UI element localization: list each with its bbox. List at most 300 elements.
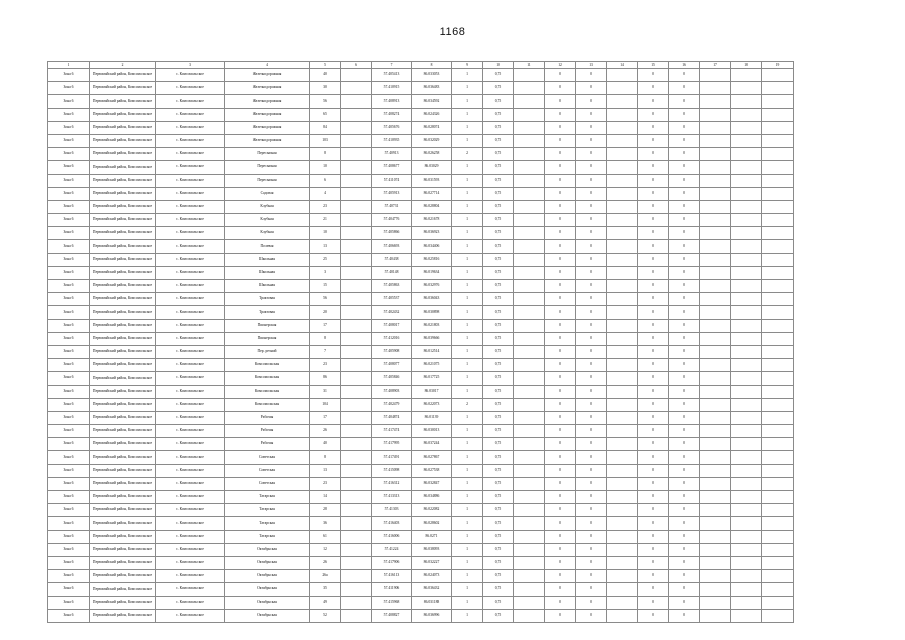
table-row: [48, 398, 794, 411]
table-cell: 0,75: [483, 187, 514, 200]
table-cell: Зона 6: [48, 134, 90, 147]
table-cell: [731, 82, 762, 95]
table-cell: [762, 200, 794, 213]
table-cell: 0: [576, 583, 607, 596]
table-cell: 0: [638, 187, 669, 200]
table-cell: [514, 306, 545, 319]
table-cell: [607, 240, 638, 253]
table-cell: 0: [638, 543, 669, 556]
table-cell: 0: [545, 359, 576, 372]
table-cell: 1: [452, 570, 483, 583]
column-number-row: [48, 62, 794, 69]
table-cell: с. Комсомольское: [156, 583, 225, 596]
table-cell: 57.412016: [372, 332, 412, 345]
column-number-11: 11: [514, 62, 545, 69]
table-cell: 0: [669, 214, 700, 227]
table-cell: 0: [576, 95, 607, 108]
table-cell: 86.031188: [412, 596, 452, 609]
table-cell: Зона 6: [48, 200, 90, 213]
table-cell: Зона 6: [48, 570, 90, 583]
table-cell: [607, 398, 638, 411]
table-cell: [731, 148, 762, 161]
table-row: [48, 464, 794, 477]
table-cell: Первомайский район, Комсомольское: [90, 451, 156, 464]
table-cell: 0: [545, 530, 576, 543]
table-cell: [731, 398, 762, 411]
table-cell: [762, 69, 794, 82]
table-cell: Зона 6: [48, 609, 90, 622]
table-cell: 0: [545, 214, 576, 227]
table-cell: 57.416312: [372, 477, 412, 490]
table-cell: [731, 69, 762, 82]
table-cell: 0: [669, 174, 700, 187]
table-cell: 0: [545, 293, 576, 306]
table-cell: [731, 253, 762, 266]
table-cell: [762, 411, 794, 424]
table-cell: [731, 227, 762, 240]
column-number-7: 7: [372, 62, 412, 69]
table-cell: 86.03029: [412, 161, 452, 174]
table-cell: 57.405413: [372, 69, 412, 82]
table-cell: 0: [669, 266, 700, 279]
table-cell: [514, 398, 545, 411]
table-row: [48, 556, 794, 569]
table-cell: 0: [545, 332, 576, 345]
table-cell: Зона 6: [48, 69, 90, 82]
table-cell: 0: [545, 227, 576, 240]
table-cell: 6: [310, 174, 341, 187]
table-cell: с. Комсомольское: [156, 556, 225, 569]
table-cell: [607, 121, 638, 134]
table-cell: 0: [576, 543, 607, 556]
table-cell: [700, 517, 731, 530]
table-cell: 0: [545, 253, 576, 266]
table-cell: Первомайский район, Комсомольское: [90, 425, 156, 438]
table-cell: 86: [310, 372, 341, 385]
table-cell: 86.032029: [412, 134, 452, 147]
table-cell: 0: [576, 293, 607, 306]
table-cell: 0: [576, 385, 607, 398]
table-cell: 0: [545, 609, 576, 622]
table-cell: 57.405913: [372, 187, 412, 200]
table-cell: 17: [310, 319, 341, 332]
table-cell: [731, 609, 762, 622]
table-cell: 0: [669, 240, 700, 253]
table-cell: 30: [310, 82, 341, 95]
table-cell: 86.019634: [412, 266, 452, 279]
table-cell: [607, 319, 638, 332]
table-cell: [514, 517, 545, 530]
table-cell: 0: [638, 438, 669, 451]
table-cell: [607, 108, 638, 121]
table-cell: 8: [310, 148, 341, 161]
table-cell: Железнодорожная: [225, 108, 310, 121]
table-row: [48, 293, 794, 306]
table-cell: [731, 319, 762, 332]
table-cell: 57.40148: [372, 266, 412, 279]
table-cell: [762, 438, 794, 451]
table-cell: [341, 200, 372, 213]
table-cell: Октябрьская: [225, 609, 310, 622]
table-cell: 0: [669, 464, 700, 477]
table-cell: 86.036432: [412, 583, 452, 596]
table-cell: 104: [310, 398, 341, 411]
table-cell: 86.024073: [412, 570, 452, 583]
table-cell: Железнодорожная: [225, 82, 310, 95]
table-cell: [762, 319, 794, 332]
table-cell: с. Комсомольское: [156, 293, 225, 306]
table-cell: 0: [669, 82, 700, 95]
table-cell: 0: [638, 609, 669, 622]
table-cell: 0: [669, 556, 700, 569]
table-cell: 0,75: [483, 293, 514, 306]
column-number-16: 16: [669, 62, 700, 69]
table-cell: 0: [638, 161, 669, 174]
table-cell: [341, 121, 372, 134]
table-cell: 13: [310, 464, 341, 477]
table-cell: Рабочая: [225, 411, 310, 424]
table-cell: Клубная: [225, 200, 310, 213]
table-cell: [607, 596, 638, 609]
table-cell: 0,75: [483, 200, 514, 213]
table-cell: 0,75: [483, 345, 514, 358]
table-cell: [607, 411, 638, 424]
table-cell: 57.405846: [372, 372, 412, 385]
table-cell: с. Комсомольское: [156, 253, 225, 266]
table-cell: [514, 345, 545, 358]
table-cell: 0: [638, 227, 669, 240]
table-cell: [514, 134, 545, 147]
table-cell: Первомайский район, Комсомольское: [90, 293, 156, 306]
column-number-4: 4: [225, 62, 310, 69]
table-cell: 0: [669, 345, 700, 358]
table-cell: [762, 332, 794, 345]
table-cell: [762, 570, 794, 583]
table-cell: 0: [545, 491, 576, 504]
table-cell: [762, 556, 794, 569]
table-cell: [341, 556, 372, 569]
table-cell: 0,75: [483, 464, 514, 477]
table-cell: Зона 6: [48, 530, 90, 543]
table-cell: [762, 161, 794, 174]
table-cell: [514, 200, 545, 213]
table-cell: 0: [576, 148, 607, 161]
table-cell: 57.405676: [372, 121, 412, 134]
table-cell: Зона 6: [48, 332, 90, 345]
table-cell: 0,75: [483, 227, 514, 240]
table-cell: Зона 6: [48, 345, 90, 358]
table-cell: Пер. речной: [225, 345, 310, 358]
column-number-17: 17: [700, 62, 731, 69]
table-cell: [341, 148, 372, 161]
table-cell: с. Комсомольское: [156, 306, 225, 319]
table-cell: [731, 214, 762, 227]
table-cell: 57.417491: [372, 451, 412, 464]
table-cell: 0: [576, 491, 607, 504]
table-cell: 21: [310, 214, 341, 227]
table-cell: Пересыпная: [225, 161, 310, 174]
column-number-14: 14: [607, 62, 638, 69]
table-cell: 0: [638, 570, 669, 583]
table-cell: 1: [452, 491, 483, 504]
table-cell: [700, 200, 731, 213]
table-cell: 0: [545, 240, 576, 253]
table-cell: 86.022082: [412, 504, 452, 517]
table-cell: 86.027538: [412, 464, 452, 477]
table-cell: 0,75: [483, 95, 514, 108]
table-cell: 0,75: [483, 214, 514, 227]
table-cell: [731, 121, 762, 134]
table-cell: 57.405863: [372, 280, 412, 293]
table-cell: 25: [310, 253, 341, 266]
table-cell: 0: [669, 491, 700, 504]
table-cell: 57.417995: [372, 438, 412, 451]
table-cell: Первомайский район, Комсомольское: [90, 411, 156, 424]
table-cell: 0,75: [483, 609, 514, 622]
table-cell: 0,75: [483, 596, 514, 609]
table-cell: [700, 95, 731, 108]
table-cell: [514, 543, 545, 556]
table-cell: 86.034886: [412, 491, 452, 504]
table-cell: [607, 372, 638, 385]
table-cell: [514, 187, 545, 200]
table-cell: [341, 95, 372, 108]
table-cell: [341, 398, 372, 411]
table-cell: 0: [669, 530, 700, 543]
table-cell: 0: [545, 82, 576, 95]
table-cell: 0: [545, 69, 576, 82]
table-cell: 0: [638, 82, 669, 95]
table-cell: [700, 332, 731, 345]
table-cell: [731, 425, 762, 438]
table-cell: [607, 280, 638, 293]
table-cell: 1: [452, 95, 483, 108]
table-cell: с. Комсомольское: [156, 332, 225, 345]
table-cell: 0: [638, 240, 669, 253]
table-row: [48, 306, 794, 319]
table-cell: [341, 504, 372, 517]
table-cell: [341, 134, 372, 147]
table-cell: Зона 6: [48, 214, 90, 227]
table-cell: 0: [576, 214, 607, 227]
table-cell: [341, 596, 372, 609]
table-cell: [514, 174, 545, 187]
table-cell: 0: [669, 425, 700, 438]
table-cell: 57.410915: [372, 82, 412, 95]
table-cell: с. Комсомольское: [156, 543, 225, 556]
table-cell: 0: [545, 385, 576, 398]
table-cell: 3: [310, 266, 341, 279]
table-cell: 0: [669, 451, 700, 464]
table-cell: [514, 69, 545, 82]
table-row: [48, 609, 794, 622]
table-cell: с. Комсомольское: [156, 187, 225, 200]
table-cell: 0: [669, 398, 700, 411]
table-cell: [700, 583, 731, 596]
table-cell: Зона 6: [48, 266, 90, 279]
table-cell: 8: [310, 451, 341, 464]
table-cell: [700, 174, 731, 187]
table-cell: 0: [576, 596, 607, 609]
table-cell: [341, 517, 372, 530]
table-cell: 86.022073: [412, 398, 452, 411]
table-cell: 0: [545, 464, 576, 477]
table-cell: [514, 240, 545, 253]
table-cell: [762, 293, 794, 306]
table-cell: 1: [452, 530, 483, 543]
table-cell: с. Комсомольское: [156, 95, 225, 108]
table-cell: с. Комсомольское: [156, 345, 225, 358]
table-cell: 0: [638, 517, 669, 530]
table-cell: [731, 306, 762, 319]
table-cell: с. Комсомольское: [156, 134, 225, 147]
table-cell: 1: [452, 438, 483, 451]
table-cell: 0: [669, 69, 700, 82]
table-cell: [341, 385, 372, 398]
table-cell: 1: [452, 240, 483, 253]
table-cell: [514, 280, 545, 293]
table-cell: [762, 148, 794, 161]
table-cell: 0: [576, 121, 607, 134]
table-cell: 0: [576, 266, 607, 279]
table-cell: 0: [576, 332, 607, 345]
table-cell: 0: [638, 359, 669, 372]
table-row: [48, 121, 794, 134]
table-cell: [514, 148, 545, 161]
table-cell: Татарская: [225, 504, 310, 517]
table-cell: 0,75: [483, 425, 514, 438]
table-cell: [731, 570, 762, 583]
table-cell: 0,75: [483, 570, 514, 583]
table-cell: [731, 556, 762, 569]
table-cell: Первомайский район, Комсомольское: [90, 227, 156, 240]
table-cell: Первомайский район, Комсомольское: [90, 306, 156, 319]
table-cell: 0: [576, 306, 607, 319]
table-cell: [700, 530, 731, 543]
table-cell: 2: [452, 398, 483, 411]
column-number-10: 10: [483, 62, 514, 69]
table-cell: [341, 345, 372, 358]
table-cell: 0: [576, 69, 607, 82]
table-row: [48, 570, 794, 583]
table-cell: 1: [452, 161, 483, 174]
table-cell: [762, 425, 794, 438]
table-cell: 0: [669, 95, 700, 108]
table-cell: [762, 227, 794, 240]
table-cell: [731, 491, 762, 504]
table-row: [48, 174, 794, 187]
table-cell: 0: [545, 556, 576, 569]
table-cell: [762, 187, 794, 200]
table-cell: 0: [638, 306, 669, 319]
table-cell: [731, 583, 762, 596]
table-cell: 0: [545, 570, 576, 583]
table-cell: 0,75: [483, 280, 514, 293]
table-cell: 57.402479: [372, 398, 412, 411]
table-cell: [514, 425, 545, 438]
column-number-3: 3: [156, 62, 225, 69]
table-cell: 0: [576, 134, 607, 147]
table-cell: [731, 266, 762, 279]
table-cell: Зона 6: [48, 425, 90, 438]
table-row: [48, 227, 794, 240]
table-cell: 1: [452, 425, 483, 438]
table-cell: [607, 161, 638, 174]
table-cell: [762, 504, 794, 517]
table-row: [48, 372, 794, 385]
table-cell: 61: [310, 530, 341, 543]
table-cell: 0: [638, 504, 669, 517]
table-cell: Первомайский район, Комсомольское: [90, 332, 156, 345]
table-cell: [607, 359, 638, 372]
table-cell: [762, 359, 794, 372]
table-cell: Первомайский район, Комсомольское: [90, 530, 156, 543]
table-cell: 0: [638, 108, 669, 121]
table-cell: 2: [452, 148, 483, 161]
table-cell: Зона 6: [48, 451, 90, 464]
table-cell: Зона 6: [48, 543, 90, 556]
table-cell: 0: [545, 121, 576, 134]
table-cell: 0: [669, 280, 700, 293]
table-cell: 0: [669, 570, 700, 583]
table-cell: 0,75: [483, 477, 514, 490]
table-cell: Первомайский район, Комсомольское: [90, 82, 156, 95]
table-cell: Зона 6: [48, 280, 90, 293]
table-cell: [762, 134, 794, 147]
table-cell: Первомайский район, Комсомольское: [90, 280, 156, 293]
table-cell: [700, 464, 731, 477]
table-cell: Зона 6: [48, 108, 90, 121]
table-cell: Зона 6: [48, 411, 90, 424]
table-cell: [700, 504, 731, 517]
table-cell: 0: [545, 398, 576, 411]
table-cell: 86.024326: [412, 108, 452, 121]
table-cell: 0: [545, 174, 576, 187]
table-cell: с. Комсомольское: [156, 240, 225, 253]
table-cell: 0,75: [483, 332, 514, 345]
table-cell: 52: [310, 609, 341, 622]
table-cell: 0: [545, 438, 576, 451]
table-cell: 36: [310, 517, 341, 530]
table-cell: [700, 227, 731, 240]
table-cell: [731, 95, 762, 108]
table-cell: [341, 161, 372, 174]
table-cell: [514, 411, 545, 424]
table-cell: [607, 332, 638, 345]
table-cell: [514, 464, 545, 477]
column-number-13: 13: [576, 62, 607, 69]
table-cell: Зона 6: [48, 253, 90, 266]
table-cell: Зона 6: [48, 187, 90, 200]
table-cell: 8: [310, 332, 341, 345]
table-cell: 86.032976: [412, 280, 452, 293]
table-cell: 1: [452, 517, 483, 530]
table-cell: 1: [452, 385, 483, 398]
table-cell: Рабочая: [225, 438, 310, 451]
table-cell: 1: [452, 359, 483, 372]
table-cell: [341, 240, 372, 253]
table-cell: [731, 161, 762, 174]
table-cell: с. Комсомольское: [156, 425, 225, 438]
table-row: [48, 266, 794, 279]
table-cell: 0: [638, 425, 669, 438]
table-cell: с. Комсомольское: [156, 280, 225, 293]
table-cell: 0: [576, 504, 607, 517]
table-cell: [700, 69, 731, 82]
table-cell: [607, 385, 638, 398]
table-cell: Первомайский район, Комсомольское: [90, 108, 156, 121]
column-number-1: 1: [48, 62, 90, 69]
